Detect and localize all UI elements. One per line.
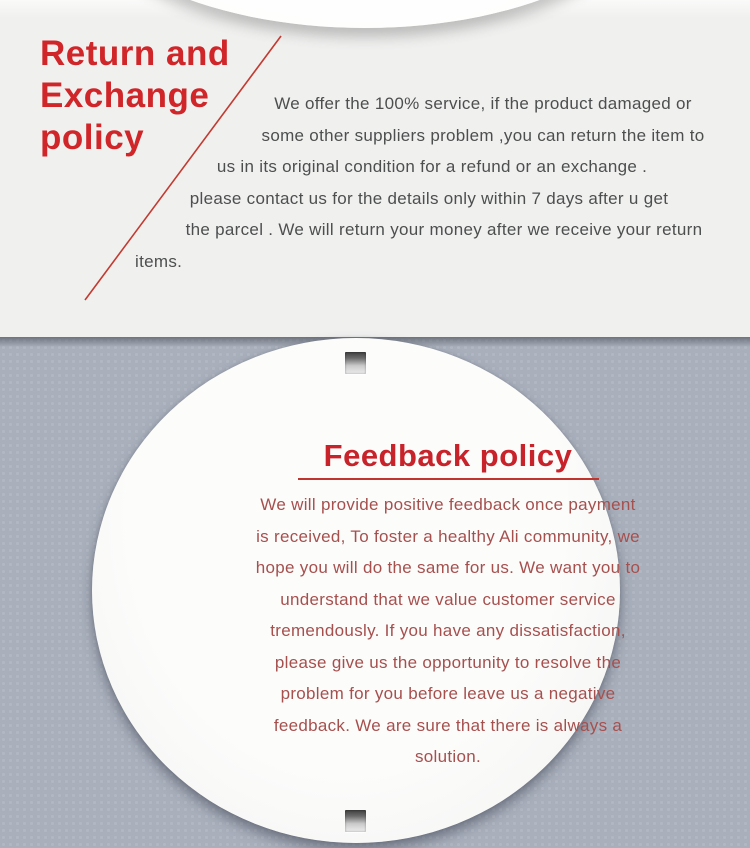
return-policy-text-line: items. [135,251,183,271]
feedback-circle-tag [92,338,641,843]
feedback-policy-text-line: hope you will do the same for us. We want you to [255,558,641,577]
return-policy-text-line: please contact us for the details only within 7 days after u get [189,188,669,208]
feedback-policy-text-line: is received, To foster a healthy Ali community, we [256,526,640,546]
return-policy-text-line: the parcel . We will return your money after we receive your return [185,220,703,240]
feedback-policy-text-line: solution. [414,747,482,766]
return-policy-text-line: us in its original condition for a refund or an exchange . [216,157,648,177]
return-policy-title-line: policy [40,118,145,157]
feedback-policy-text-line: We will provide positive feedback once payment [260,495,636,514]
pin-slot-bottom-icon [345,810,366,832]
feedback-policy-text-line: please give us the opportunity to resolve the [274,652,622,672]
feedback-policy-title: Feedback policy [323,438,573,473]
feedback-title-underline [298,478,599,480]
return-policy-title-line: Return and [40,34,230,73]
return-policy-text-line: some other suppliers problem ,you can return the item to [261,125,705,145]
feedback-policy-text-line: feedback. We are sure that there is always a [273,715,623,735]
feedback-policy-text-line: understand that we value customer service [280,589,616,609]
feedback-policy-section [0,337,750,848]
feedback-policy-text-line: tremendously. If you have any dissatisfaction, [270,621,626,640]
pin-slot-top-icon [345,352,366,374]
return-policy-text-line: We offer the 100% service, if the product damaged or [274,94,692,113]
return-policy-section [0,0,750,337]
return-policy-title-line: Exchange [40,76,210,115]
return-policy-text [128,88,740,278]
feedback-policy-text [172,489,724,773]
feedback-policy-text-line: problem for you before leave us a negative [280,684,616,703]
